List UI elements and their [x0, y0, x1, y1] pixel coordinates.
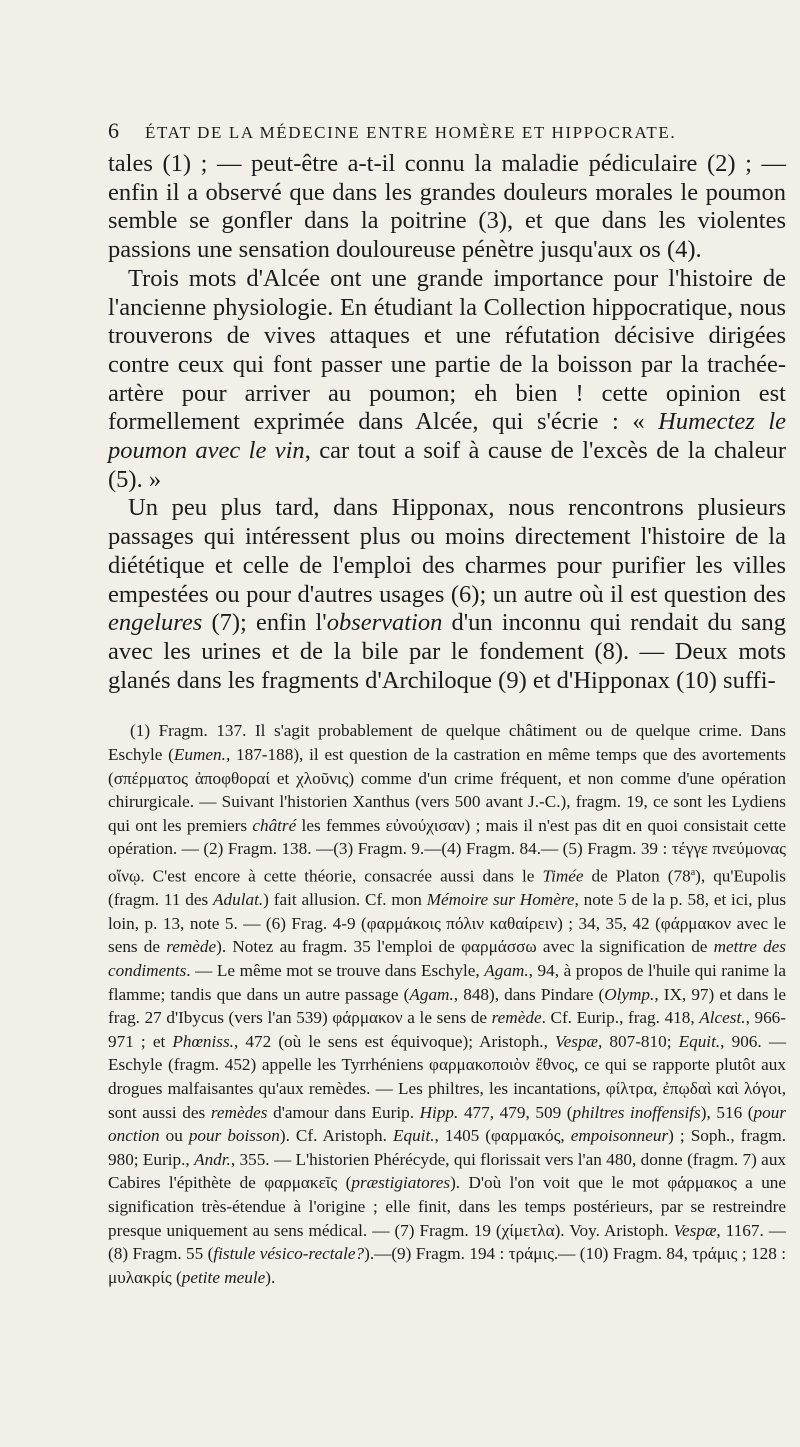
fn-italic: Adulat. — [213, 890, 264, 910]
fn-text: ou — [159, 1126, 189, 1146]
fn-italic: Vespæ — [555, 1031, 598, 1051]
fn-italic: mettre des condiments — [108, 937, 786, 981]
fn-text: ), qu'Eupolis (fragm. 11 des — [108, 866, 786, 910]
footnote-block — [108, 719, 786, 1289]
footnotes — [108, 719, 786, 1289]
paragraph-3 — [108, 494, 786, 695]
main-text — [108, 150, 786, 695]
running-title: ÉTAT DE LA MÉDECINE ENTRE HOMÈRE ET HIPPOCRATE. — [145, 123, 677, 142]
fn-italic: remèdes — [210, 1102, 268, 1122]
fn-text: , 1167. — (8) Fragm. 55 ( — [108, 1220, 786, 1264]
fn-text: , 1405 (φαρμακός, — [434, 1126, 571, 1146]
fn-italic: Agam. — [484, 961, 529, 981]
fn-superscript: a — [690, 866, 696, 878]
paragraph-3-text: Un peu plus tard, dans Hipponax, nous rencontrons plusieurs passages qui intéressent plus ou moins directement l'histoire de la diététique et celle de l'emploi des charmes pour purifier les villes empestées ou pour d'autres usages (6); un autre où il est question des — [108, 494, 786, 608]
fn-italic: remède — [166, 937, 217, 957]
paragraph-2-text-end: , car tout a soif à cause de l'excès de la chaleur (5). » — [108, 437, 786, 493]
fn-text: , 355. — L'historien Phérécyde, qui florissait vers l'an 480, donne (fragm. 7) aux Cabires l'épithète de φαρμακεῖς ( — [108, 1149, 787, 1193]
fn-italic: præstigiatores — [351, 1173, 451, 1193]
fn-italic: Equit. — [393, 1126, 435, 1146]
fn-italic: pour boisson — [188, 1126, 280, 1146]
paragraph-3-text-mid: (7); enfin l' — [202, 609, 327, 637]
fn-text: ).—(9) Fragm. 194 : τράμις.— (10) Fragm. 84, τράμις ; 128 : μυλακρίς ( — [108, 1244, 786, 1287]
fn-text: , 906. — Eschyle (fragm. 452) appelle les Tyrrhéniens φαρμακοποιὸν ἔθνος, ce qui se rapporte plutôt aux drogues malfaisantes qu'aux remèdes. — Les philtres, les incantations, φίλτρα, ἐπῳδαὶ καὶ λόγοι, sont aussi des — [108, 1031, 787, 1122]
fn-italic: Mémoire sur Homère — [426, 890, 575, 910]
fn-italic: châtré — [252, 815, 297, 835]
fn-italic: Alcest. — [699, 1008, 746, 1028]
fn-text: , 187-188), il est question de la castration en même temps que des avortements (σπέρματος ἀποφθοραί et χλοῦνις) comme d'un crime fréquent, et non comme d'une opération chirurgicale. — Suivant l'historien Xanthus (vers 500 avant J.-C.), fragm. 19, ce sont les Lydiens qui ont les premiers — [108, 744, 786, 835]
fn-italic: Agam. — [409, 984, 454, 1004]
fn-italic: philtres inoffensifs — [572, 1102, 701, 1122]
fn-italic: petite meule — [181, 1267, 266, 1287]
fn-text: , 94, à propos de l'huile qui ranime la flamme; tandis que dans un autre passage ( — [108, 961, 786, 1004]
paragraph-3-engelures: engelures — [108, 609, 203, 637]
paragraph-3-text-end: d'un inconnu qui rendait du sang avec les urines et de la bile par le fondement (8). — Deux mots glanés dans les fragments d'Archiloque (9) et d'Hipponax (10) suffi- — [108, 609, 786, 694]
fn-text: les femmes εὐνούχισαν) ; mais il n'est pas dit en quoi consistait cette opération. — (2) Fragm. 138. —(3) Fragm. 9.—(4) Fragm. 84.— (5) Fragm. 39 : τέγγε πνεύμονας οἴνῳ. C'est encore à cette théorie, consacrée aussi dans le — [108, 815, 786, 886]
fn-italic: fistule vésico-rectale? — [213, 1244, 365, 1264]
fn-italic: Hipp. — [419, 1102, 459, 1122]
fn-text: , 472 (où le sens est équivoque); Aristoph., — [233, 1031, 556, 1051]
fn-italic: Equit. — [678, 1031, 721, 1051]
fn-text: ). D'où l'on voit que le mot φάρμακος a une signification très-étendue à l'origine ; elle finit, dans les temps postérieurs, par se restreindre presque uniquement au sens médical. — (7) Fragm. 19 (χίμετλα). Voy. Aristoph. — [108, 1173, 787, 1240]
running-head — [108, 118, 786, 144]
fn-italic: remède — [491, 1008, 542, 1028]
paragraph-2 — [108, 265, 786, 495]
fn-italic: Phœniss. — [172, 1031, 234, 1051]
paragraph-1: tales (1) ; — peut-être a-t-il connu la maladie pédiculaire (2) ; — enfin il a observé que dans les grandes douleurs morales le poumon semble se gonfler dans la poitrine (3), et que dans les violentes passions une sensation douloureuse pénètre jusqu'aux os (4). — [108, 150, 786, 264]
fn-text: , IX, 97) et dans le frag. 27 d'Ibycus (vers l'an 539) φάρμακον a le sens de — [108, 984, 786, 1028]
fn-italic: Olymp. — [604, 984, 655, 1004]
paragraph-3-observation: observation — [326, 609, 443, 637]
fn-text: ). Cf. Aristoph. — [279, 1126, 393, 1146]
fn-italic: pour onction — [108, 1102, 787, 1146]
fn-italic: Vespæ — [673, 1220, 717, 1240]
fn-text: , 848), dans Pindare ( — [453, 984, 605, 1004]
fn-italic: Eumen. — [173, 744, 226, 764]
fn-text: 477, 479, 509 ( — [458, 1102, 573, 1122]
fn-text: ) fait allusion. Cf. mon — [263, 890, 427, 910]
paragraph-2-quote: Humectez le poumon avec le vin — [108, 408, 786, 465]
fn-text: (1) Fragm. 137. Il s'agit probablement de quelque châtiment ou de quelque crime. Dans Eschyle ( — [108, 721, 786, 764]
fn-italic: empoisonneur — [570, 1126, 669, 1146]
fn-text: ), 516 ( — [700, 1102, 754, 1122]
fn-italic: Andr. — [194, 1149, 231, 1169]
fn-text: de Platon (78 — [583, 866, 691, 886]
fn-italic: Timée — [542, 866, 584, 886]
fn-text: ). — [265, 1267, 276, 1287]
fn-text: . Cf. Eurip., frag. 418, — [541, 1008, 700, 1028]
fn-text: , 807-810; — [598, 1031, 679, 1051]
fn-text: , note 5 de la p. 58, et ici, plus loin, p. 13, note 5. — (6) Frag. 4-9 (φαρμάκοις πόλιν καθαίρειν) ; 34, 35, 42 (φάρμακον avec le sens de — [108, 890, 787, 957]
fn-text: . — Le même mot se trouve dans Eschyle, — [186, 961, 485, 981]
paragraph-2-text: Trois mots d'Alcée ont une grande importance pour l'histoire de l'ancienne physiologie. En étudiant la Collection hippocratique, nous trouverons de vives attaques et une réfutation décisive dirigées contre ceux qui font passer une partie de la boisson par la trachée-artère pour arriver au poumon; eh bien ! cette opinion est formellement exprimée dans Alcée, qui s'écrie : « — [108, 264, 786, 436]
page-number: 6 — [108, 118, 119, 143]
fn-text: , 966-971 ; et — [108, 1008, 786, 1051]
fn-text: ) ; Soph., fragm. 980; Eurip., — [108, 1126, 787, 1169]
fn-text: ). Notez au fragm. 35 l'emploi de φαρμάσσω avec la signification de — [216, 937, 714, 957]
fn-text: d'amour dans Eurip. — [267, 1102, 420, 1122]
